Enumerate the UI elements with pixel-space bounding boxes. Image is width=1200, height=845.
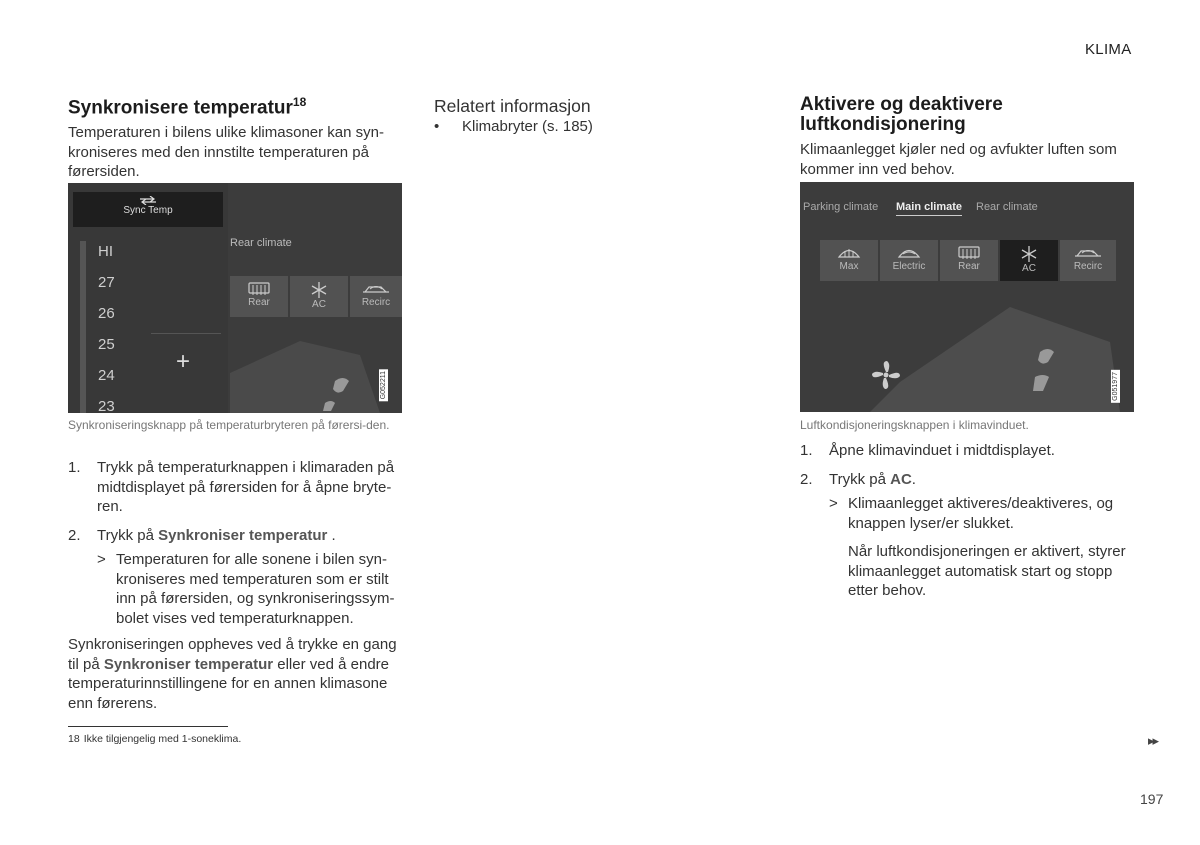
bullet: • — [434, 118, 440, 135]
heading-sync-temperature — [68, 95, 306, 119]
recirc-tile[interactable] — [350, 276, 402, 317]
seat-graphic — [230, 333, 380, 413]
result-text: Klimaanlegget aktiveres/deaktiveres, og knappen lyser/er slukket. — [848, 495, 1114, 532]
recirculation-icon — [361, 282, 391, 296]
step-text-pre: Trykk på — [97, 526, 159, 544]
ac-screenshot-caption: Luftkondisjoneringsknappen i klimavinduet. — [800, 418, 1029, 432]
tile-label: Recirc — [1073, 261, 1103, 272]
sync-temperature-term: Synkroniser temperatur — [103, 655, 274, 673]
step-item — [68, 458, 398, 517]
climate-tiles-row — [230, 276, 402, 317]
sync-intro: Temperaturen i bilens ulike klimasoner kan syn-kroniseres med den innstilte temperaturen på førersiden. — [68, 124, 384, 180]
seat-graphic — [860, 302, 1130, 412]
footnote-divider — [68, 726, 228, 727]
sync-temp-screenshot — [68, 183, 402, 413]
snowflake-icon — [1020, 246, 1038, 262]
step-result — [68, 550, 398, 628]
step-text-post: . — [327, 526, 336, 544]
related-link[interactable]: Klimabryter (s. 185) — [462, 118, 593, 135]
step-number: 1. — [68, 459, 81, 476]
rear-defrost-tile[interactable] — [940, 240, 998, 281]
electric-defrost-tile[interactable] — [880, 240, 938, 281]
result-marker: > — [829, 495, 838, 512]
continue-arrow-icon: ▸▸ — [1148, 733, 1158, 748]
tile-label: Electric — [892, 261, 926, 272]
step-item — [68, 526, 398, 546]
result-text: Temperaturen for alle sonene i bilen syn-kroniseres med temperaturen som er stilt inn på førersiden, og synkroniseringssym-bolet vises ved temperaturknappen. — [116, 551, 395, 627]
temp-list[interactable] — [98, 243, 138, 413]
ac-steps — [800, 441, 1135, 601]
fan-icon — [871, 360, 901, 390]
heading-line: luftkondisjonering — [800, 114, 966, 135]
electric-defrost-icon — [897, 246, 921, 260]
max-defrost-tile[interactable] — [820, 240, 878, 281]
sync-cancel-paragraph — [68, 635, 400, 713]
step-item — [800, 441, 1135, 461]
tile-label: AC — [312, 299, 326, 310]
recirc-tile[interactable] — [1060, 240, 1116, 281]
divider — [151, 333, 221, 334]
footnote-text: Ikke tilgjengelig med 1-soneklima. — [83, 733, 242, 745]
ac-term: AC — [890, 470, 912, 488]
step-text-pre: Trykk på — [829, 470, 891, 488]
footnote-ref: 18 — [292, 95, 307, 109]
temp-value: 27 — [98, 274, 115, 291]
temp-value: 25 — [98, 336, 115, 353]
step-number: 2. — [800, 470, 813, 488]
max-defrost-icon — [837, 246, 861, 260]
ac-tile[interactable] — [290, 276, 348, 317]
heading-line: Aktivere og deaktivere — [800, 94, 1003, 115]
snowflake-icon — [310, 282, 328, 298]
step-number: 2. — [68, 526, 81, 544]
rear-climate-tab[interactable]: Rear climate — [230, 237, 292, 249]
image-code: G052211 — [380, 371, 387, 400]
footnote — [68, 733, 241, 745]
related-link-item — [434, 117, 593, 137]
sync-temp-label: Sync Temp — [123, 205, 173, 216]
temp-scale-bar — [80, 241, 86, 413]
rear-defrost-icon — [957, 246, 981, 260]
heading-ac — [800, 95, 1003, 135]
image-code: G051977 — [1112, 372, 1119, 401]
recirculation-icon — [1073, 246, 1103, 260]
result-note: Når luftkondisjoneringen er aktivert, styrer klimaanlegget automatisk start og stopp etter behov. — [848, 543, 1126, 599]
step-text: Åpne klimavinduet i midtdisplayet. — [829, 442, 1055, 459]
sync-screenshot-caption: Synkroniseringsknapp på temperaturbryteren på førersi-den. — [68, 418, 390, 432]
tab-main-climate[interactable]: Main climate — [896, 201, 962, 216]
step-number: 1. — [800, 442, 813, 459]
step-text: Trykk på temperaturknappen i klimaraden på midtdisplayet på førersiden for å åpne bryte-ren. — [97, 459, 395, 515]
tab-parking-climate[interactable]: Parking climate — [803, 201, 879, 213]
temp-value: 23 — [98, 398, 115, 413]
step-result — [800, 494, 1135, 533]
tile-label: Rear — [248, 297, 270, 308]
tab-rear-climate[interactable]: Rear climate — [976, 201, 1038, 213]
section-label: KLIMA — [1085, 41, 1132, 58]
sync-icon — [138, 196, 158, 205]
ac-intro: Klimaanlegget kjøler ned og avfukter luften som kommer inn ved behov. — [800, 141, 1117, 178]
temp-value: HI — [98, 243, 113, 260]
sync-temp-button[interactable] — [73, 192, 223, 227]
ac-tile[interactable] — [1000, 240, 1058, 281]
tile-label: Recirc — [361, 297, 391, 308]
page-number: 197 — [1140, 791, 1164, 807]
para-pre: Synkroniseringen oppheves ved å trykke en gang til på — [68, 636, 397, 673]
step-text-post: . — [911, 470, 916, 488]
tile-label: AC — [1022, 263, 1036, 274]
increase-temp-button[interactable]: + — [176, 348, 191, 375]
temp-value: 24 — [98, 367, 115, 384]
para-post: eller ved å endre temperaturinnstillingene for en annen klimasone enn førerens. — [68, 655, 389, 712]
climate-window-screenshot — [800, 182, 1134, 412]
heading-text: Synkronisere temperatur — [68, 97, 293, 119]
footnote-number: 18 — [68, 733, 80, 745]
step-item — [800, 470, 1135, 490]
tile-label: Rear — [958, 261, 980, 272]
temp-value: 26 — [98, 305, 115, 322]
sync-steps — [68, 458, 398, 628]
tile-label: Max — [839, 261, 859, 272]
result-marker: > — [97, 551, 106, 568]
related-info-heading: Relatert informasjon — [434, 96, 591, 116]
sync-temperature-term: Synkroniser temperatur — [158, 526, 328, 544]
rear-defrost-icon — [247, 282, 271, 296]
rear-defrost-tile[interactable] — [230, 276, 288, 317]
climate-tiles-row — [820, 240, 1116, 281]
